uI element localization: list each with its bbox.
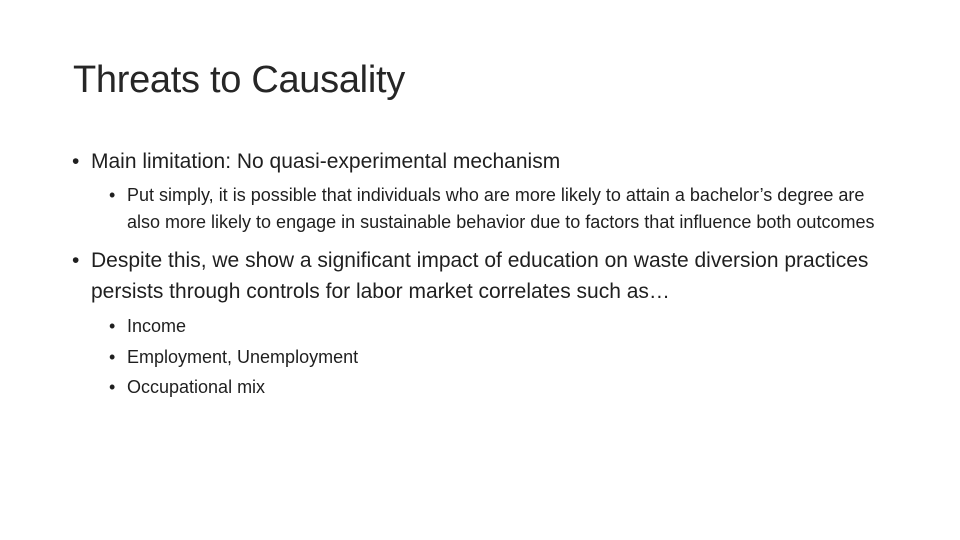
slide-body [72,146,902,401]
bullet-glyph: • [109,316,116,336]
sub-bullet-text: Employment, Unemployment [127,346,359,367]
sub-bullet-put-simply [72,182,902,235]
slide-title: Threats to Causality [73,59,405,101]
sub-bullet-text: Occupational mix [127,377,266,397]
sub-bullet-income [72,313,902,340]
sub-bullet-occupational-mix [72,374,902,401]
bullet-glyph: • [72,150,80,173]
bullet-point-despite-this [72,245,902,307]
sub-bullet-text: Income [127,316,187,336]
bullet-glyph: • [109,377,116,397]
bullet-text: Main limitation: No quasi-experimental mechanism [91,150,561,173]
sub-bullet-text: Put simply, it is possible that individuals who are more likely to attain a bachelor’s degree are also more likely to engage in sustainable behavior due to factors that influence both outcomes [127,185,875,232]
bullet-point-main-limitation [72,146,902,177]
bullet-text: Despite this, we show a significant impact of education on waste diversion practices persists through controls for labor market correlates such as… [91,249,869,303]
bullet-glyph: • [109,346,116,367]
bullet-glyph: • [109,185,116,205]
bullet-glyph: • [72,249,80,272]
sub-bullet-employment [72,344,902,371]
